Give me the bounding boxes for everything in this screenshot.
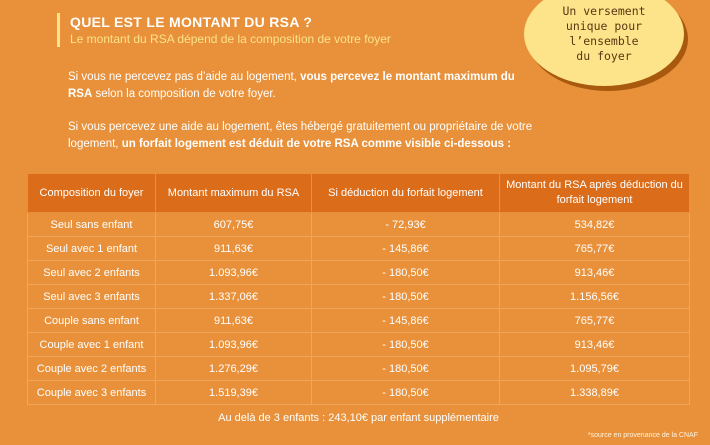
table-cell: 534,82€ — [500, 213, 690, 237]
table-cell: 1.095,79€ — [500, 357, 690, 381]
table-cell: Seul avec 2 enfants — [28, 261, 156, 285]
info-badge — [524, 0, 684, 86]
column-header: Montant maximum du RSA — [156, 174, 312, 213]
table-cell: - 72,93€ — [312, 213, 500, 237]
table-cell: 911,63€ — [156, 237, 312, 261]
badge-line: Un versement — [562, 4, 646, 18]
table-cell: 1.093,96€ — [156, 333, 312, 357]
badge-line: du foyer — [576, 49, 632, 63]
table-row — [28, 309, 690, 333]
table-cell: Couple avec 2 enfants — [28, 357, 156, 381]
page-title: QUEL EST LE MONTANT DU RSA ? — [70, 14, 313, 30]
intro-text: Si vous ne percevez pas d’aide au logement, — [68, 71, 301, 83]
table-header-row — [28, 174, 690, 213]
page-subtitle: Le montant du RSA dépend de la composition de votre foyer — [70, 32, 391, 46]
table-row — [28, 285, 690, 309]
table-cell: Seul sans enfant — [28, 213, 156, 237]
intro-text-end: selon la composition de votre foyer. — [92, 88, 276, 100]
table-row — [28, 237, 690, 261]
table-cell: 1.093,96€ — [156, 261, 312, 285]
table-footer-row — [28, 405, 690, 432]
intro-paragraph-2 — [68, 119, 538, 153]
table-row — [28, 261, 690, 285]
table-cell: Seul avec 3 enfants — [28, 285, 156, 309]
table-note: Au delà de 3 enfants : 243,10€ par enfant supplémentaire — [218, 412, 499, 424]
badge-text — [524, 4, 684, 64]
table-cell: 765,77€ — [500, 237, 690, 261]
table-cell: 913,46€ — [500, 261, 690, 285]
table-cell: 911,63€ — [156, 309, 312, 333]
table-cell: - 180,50€ — [312, 357, 500, 381]
table-cell: 1.519,39€ — [156, 381, 312, 405]
table-row — [28, 213, 690, 237]
table-row — [28, 381, 690, 405]
table-cell: - 180,50€ — [312, 261, 500, 285]
intro-text: Si vous percevez une aide au logement, êtes hébergé gratuitement ou propriétaire de votre logement, — [68, 121, 533, 150]
table-cell: - 145,86€ — [312, 237, 500, 261]
intro-paragraph-1 — [68, 69, 538, 103]
table-cell: 607,75€ — [156, 213, 312, 237]
table-cell: - 180,50€ — [312, 333, 500, 357]
table-cell: - 180,50€ — [312, 381, 500, 405]
badge-line: unique pour — [565, 19, 643, 33]
table-cell: 913,46€ — [500, 333, 690, 357]
section-header — [57, 13, 391, 47]
table-cell: Couple avec 3 enfants — [28, 381, 156, 405]
table-cell: Couple sans enfant — [28, 309, 156, 333]
table-cell: 1.338,89€ — [500, 381, 690, 405]
table-row — [28, 357, 690, 381]
intro-bold: vous percevez le montant maximum du RSA — [68, 71, 515, 100]
table-cell: 765,77€ — [500, 309, 690, 333]
column-header: Montant du RSA après déduction du forfait logement — [500, 174, 690, 213]
table-cell: 1.276,29€ — [156, 357, 312, 381]
intro-bold: un forfait logement est déduit de votre RSA comme visible ci-dessous : — [121, 138, 512, 150]
table-cell: 1.337,06€ — [156, 285, 312, 309]
column-header: Si déduction du forfait logement — [312, 174, 500, 213]
table-cell: Seul avec 1 enfant — [28, 237, 156, 261]
source-note: *source en provenance de la CNAF — [587, 432, 698, 439]
badge-line: l’ensemble — [569, 34, 639, 48]
rsa-amount-table — [27, 173, 690, 431]
table-cell: 1.156,56€ — [500, 285, 690, 309]
table-row — [28, 333, 690, 357]
column-header: Composition du foyer — [28, 174, 156, 213]
table-cell: Couple avec 1 enfant — [28, 333, 156, 357]
table-cell: - 180,50€ — [312, 285, 500, 309]
table-cell: - 145,86€ — [312, 309, 500, 333]
